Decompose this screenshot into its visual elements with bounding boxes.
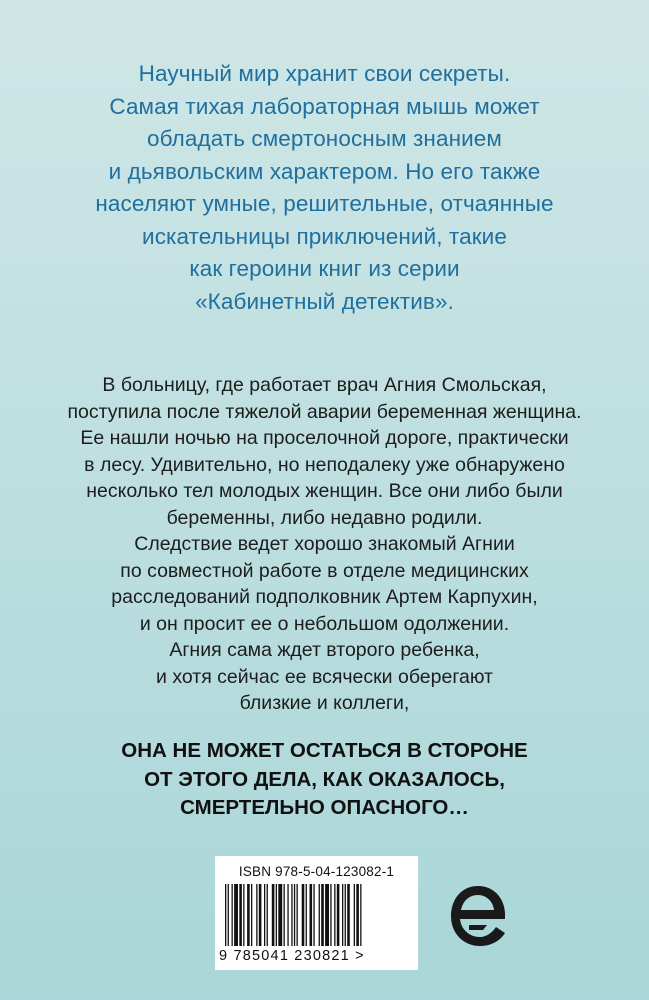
intro-line: обладать смертоносным знанием [147, 126, 502, 151]
tagline-line: ОТ ЭТОГО ДЕЛА, КАК ОКАЗАЛОСЬ, [144, 767, 505, 791]
summary-line: поступила после тяжелой аварии беременная женщина. [67, 400, 582, 423]
tagline [30, 737, 619, 823]
summary-line: Агния сама ждет второго ребенка, [169, 639, 480, 661]
tagline-line: СМЕРТЕЛЬНО ОПАСНОГО… [180, 796, 469, 819]
intro-line: «Кабинетный детектив». [195, 288, 454, 314]
summary-line: в лесу. Удивительно, но неподалеку уже обнаружено [84, 453, 565, 476]
summary-line: В больницу, где работает врач Агния Смольская, [102, 374, 547, 396]
summary-line: и он просит ее о небольшом одолжении. [139, 612, 510, 635]
barcode-bars [225, 884, 408, 946]
summary-line: расследований подполковник Артем Карпухин, [111, 586, 538, 608]
intro-line: искательницы приключений, такие [142, 223, 507, 249]
intro-line: населяют умные, решительные, отчаянные [95, 191, 554, 216]
summary-line: и хотя сейчас ее всячески оберегают [156, 665, 493, 688]
intro-line: Научный мир хранит свои секреты. [138, 61, 511, 86]
isbn-barcode [215, 856, 418, 970]
summary-line: несколько тел молодых женщин. Все они либо были [86, 480, 563, 502]
summary-line: по совместной работе в отделе медицинских [120, 559, 529, 582]
intro-line: Самая тихая лабораторная мышь может [109, 93, 540, 119]
summary-line: Следствие ведет хорошо знакомый Агнии [134, 533, 515, 555]
intro-line: как героини книг из серии [189, 256, 460, 281]
isbn-label: ISBN 978-5-04-123082-1 [238, 864, 395, 879]
summary-line: близкие и коллеги, [239, 692, 410, 714]
intro-line: и дьявольским характером. Но его также [108, 158, 541, 184]
eksmo-logo-icon [447, 880, 509, 952]
barcode-digits: 9 785041 230821 > [219, 948, 365, 964]
tagline-line: ОНА НЕ МОЖЕТ ОСТАТЬСЯ В СТОРОНЕ [121, 739, 528, 762]
summary-line: беременны, либо недавно родили. [166, 506, 483, 529]
book-summary [30, 372, 619, 717]
summary-line: Ее нашли ночью на проселочной дороге, практически [80, 427, 569, 449]
series-intro [40, 58, 609, 318]
